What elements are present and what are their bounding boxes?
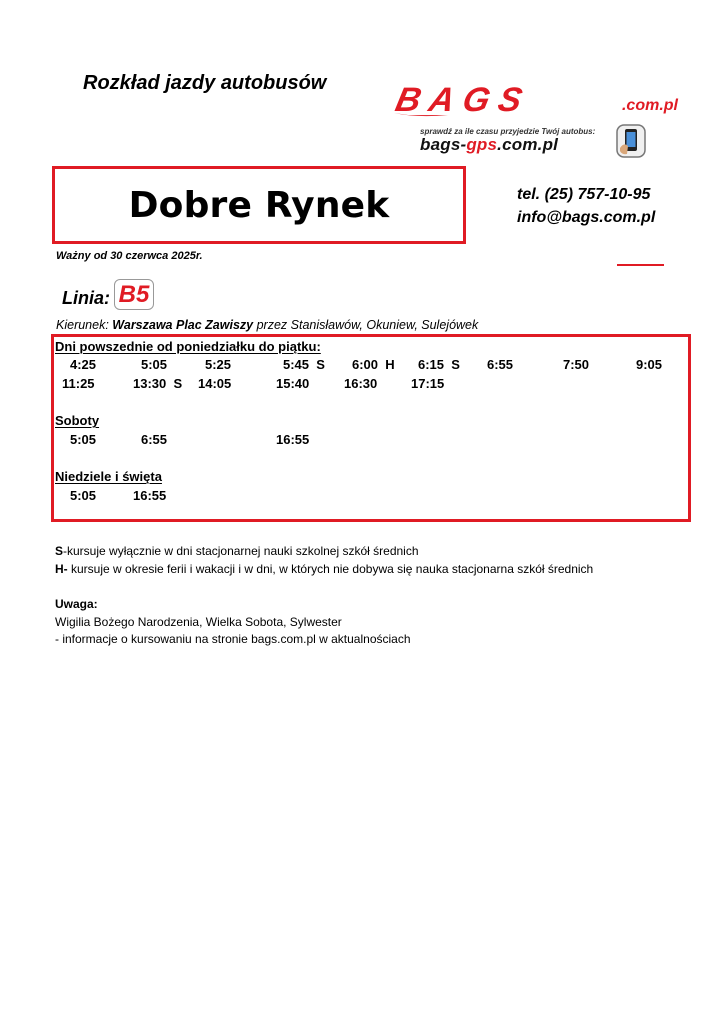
departure-time: 16:30 <box>344 376 378 391</box>
departure-time: 9:05 <box>636 357 663 372</box>
departure-time: 5:05 <box>141 357 168 372</box>
departure-time: 6:15 S <box>418 357 460 372</box>
departure-time: 5:45 S <box>283 357 325 372</box>
remarks-title: Uwaga: <box>55 597 98 611</box>
contact-email: info@bags.com.pl <box>517 209 656 226</box>
stop-name-box <box>52 166 466 244</box>
departure-time: 17:15 <box>411 376 445 391</box>
departure-time: 4:25 <box>70 357 97 372</box>
departure-time: 5:25 <box>205 357 232 372</box>
remarks-line-1: Wigilia Bożego Narodzenia, Wielka Sobota, Sylwester <box>55 615 342 629</box>
departure-time: 16:55 <box>133 488 167 503</box>
direction-label: Kierunek: <box>56 318 109 332</box>
weekdays-heading: Dni powszednie od poniedziałku do piątku: <box>55 339 321 354</box>
departure-time: 16:55 <box>276 432 310 447</box>
departure-time: 6:55 <box>141 432 168 447</box>
direction-via: przez Stanisławów, Okuniew, Sulejówek <box>256 318 479 332</box>
departure-time: 6:55 <box>487 357 514 372</box>
remarks-line-2: - informacje o kursowaniu na stronie bags.com.pl w aktualnościach <box>55 632 411 646</box>
stop-name: Dobre Rynek <box>128 185 390 226</box>
sundays-heading: Niedziele i święta <box>55 469 162 484</box>
contact-phone: tel. (25) 757-10-95 <box>517 186 651 203</box>
line-number-badge: B5 <box>114 279 154 310</box>
departure-time: 5:05 <box>70 432 97 447</box>
departure-time: 7:50 <box>563 357 590 372</box>
line-label: Linia: <box>62 288 110 308</box>
legend-s-text: -kursuje wyłącznie w dni stacjonarnej nauki szkolnej szkół średnich <box>63 544 419 558</box>
valid-from: Ważny od 30 czerwca 2025r. <box>56 250 203 262</box>
gps-site-logo <box>420 135 558 155</box>
departure-time: 5:05 <box>70 488 97 503</box>
saturdays-heading: Soboty <box>55 413 100 428</box>
departure-time: 15:40 <box>276 376 310 391</box>
departure-time: 6:00 H <box>352 357 395 372</box>
document-title: Rozkład jazdy autobusów <box>83 72 327 94</box>
brand-tld: .com.pl <box>621 97 678 114</box>
gps-site-prefix: bags- <box>420 135 467 154</box>
legend-s-key: S <box>55 544 64 558</box>
legend-h-text: kursuje w okresie ferii i wakacji i w dni, w których nie dobywa się nauka stacjonarna szkół średnich <box>67 562 594 576</box>
gps-site-suffix: .com.pl <box>497 135 559 154</box>
direction <box>56 318 478 332</box>
departure-time: 13:30 S <box>133 376 183 391</box>
gps-site-accent: gps <box>466 135 498 154</box>
phone-app-icon <box>616 124 646 158</box>
departure-time: 11:25 <box>62 376 95 391</box>
legend-s <box>55 544 419 558</box>
direction-destination: Warszawa Plac Zawiszy <box>112 318 254 332</box>
brand-name: BAGS <box>392 82 535 118</box>
gps-promo-text: sprawdź za ile czasu przyjedzie Twój autobus: <box>420 127 596 136</box>
legend-h-key: H- <box>55 562 68 576</box>
departure-time: 14:05 <box>198 376 232 391</box>
brand-logo <box>388 82 680 118</box>
decorative-rule <box>617 264 664 266</box>
legend-h <box>55 562 593 576</box>
